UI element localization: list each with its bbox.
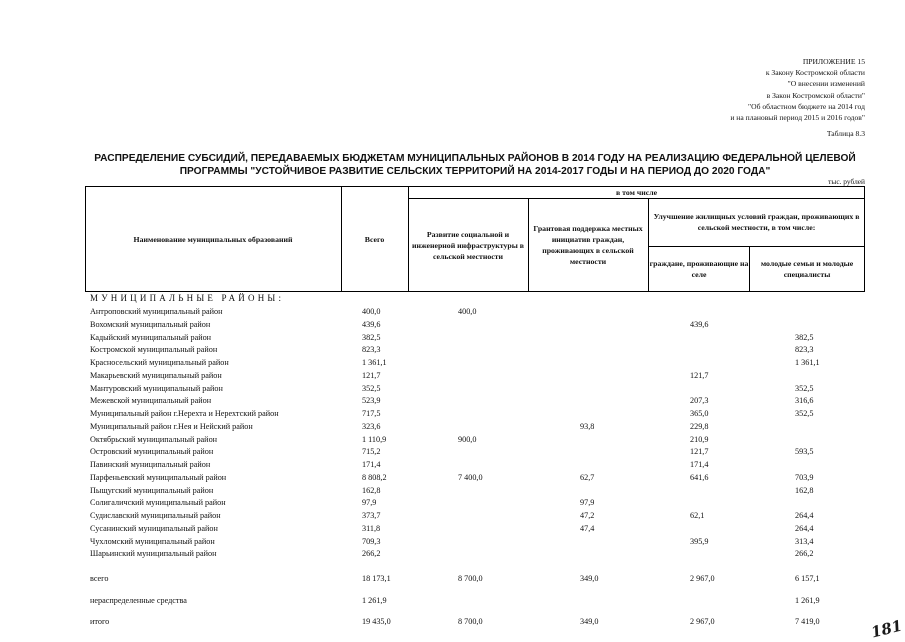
table-row [0, 371, 905, 384]
table-row [0, 435, 905, 448]
row-total: 382,5 [362, 332, 381, 342]
appendix-line: в Закон Костромской области" [766, 90, 865, 100]
row-total: 311,8 [362, 523, 381, 533]
table-row [0, 524, 905, 537]
row-name: Костромской муниципальный район [90, 345, 218, 355]
row-youth: 352,5 [795, 409, 814, 418]
row-total: 1 361,1 [362, 358, 387, 367]
row-name: Антроповский муниципальный район [90, 307, 223, 316]
header-divider [528, 198, 529, 292]
header-youth: молодые семьи и молодые специалисты [760, 259, 854, 279]
row-citizens: 2 967,0 [690, 617, 715, 626]
table-row [0, 447, 905, 460]
table-row [0, 333, 905, 346]
table-row [0, 498, 905, 511]
appendix-note [730, 56, 865, 123]
row-name: Павинский муниципальный район [90, 460, 211, 469]
units-label: тыс. рублей [828, 177, 865, 186]
row-name: Муниципальный район г.Нерехта и Нерехтский район [90, 409, 279, 418]
row-youth: 593,5 [795, 447, 814, 457]
row-total: 19 435,0 [362, 617, 391, 626]
row-name: Вохомский муниципальный район [90, 319, 211, 329]
row-name: Октябрьский муниципальный район [90, 434, 218, 444]
row-name: всего [90, 574, 109, 583]
row-social: 900,0 [458, 434, 477, 444]
appendix-line: ПРИЛОЖЕНИЕ 15 [802, 57, 865, 66]
table-row [0, 549, 905, 562]
row-youth: 316,6 [795, 396, 814, 406]
header-housing: Улучшение жилищных условий граждан, проживающих в сельской местности, в том числе: [653, 212, 860, 232]
row-total: 439,6 [362, 319, 381, 329]
header-divider [408, 186, 409, 292]
appendix-line: "Об областном бюджете на 2014 год [748, 101, 865, 111]
row-total: 323,6 [362, 421, 381, 431]
row-name: Межевской муниципальный район [90, 396, 212, 406]
row-citizens: 2 967,0 [690, 574, 715, 583]
table-header [85, 186, 865, 292]
table-row [0, 473, 905, 486]
row-youth: 823,3 [795, 345, 814, 355]
row-citizens: 641,6 [690, 472, 709, 482]
row-youth: 266,2 [795, 549, 814, 559]
table-row [0, 617, 905, 630]
row-total: 266,2 [362, 549, 381, 559]
table-row [0, 409, 905, 422]
row-citizens: 365,0 [690, 409, 709, 418]
table-row [0, 574, 905, 587]
row-total: 18 173,1 [362, 574, 391, 583]
row-citizens: 121,7 [690, 370, 709, 380]
row-name: Судиславский муниципальный район [90, 511, 221, 520]
row-name: Кадыйский муниципальный район [90, 332, 212, 342]
row-social: 8 700,0 [458, 617, 483, 626]
row-grant: 349,0 [580, 574, 599, 583]
row-total: 162,8 [362, 485, 381, 495]
row-citizens: 210,9 [690, 434, 709, 444]
appendix-line: к Закону Костромской области [765, 68, 865, 78]
document-title [60, 152, 890, 178]
row-citizens: 121,7 [690, 447, 709, 457]
header-including: в том числе [615, 187, 658, 197]
section-title: МУНИЦИПАЛЬНЫЕ РАЙОНЫ: [90, 293, 285, 303]
header-citizens: граждане, проживающие на селе [649, 259, 749, 279]
row-name: Мантуровский муниципальный район [90, 383, 223, 393]
row-name: Островский муниципальный район [90, 447, 214, 457]
row-name: Шарьинский муниципальный район [90, 549, 217, 559]
row-youth: 162,8 [795, 485, 814, 495]
header-grant: Грантовая поддержка местных инициатив граждан, проживающих в сельской местности [533, 224, 643, 266]
row-grant: 62,7 [580, 472, 595, 482]
row-citizens: 207,3 [690, 396, 709, 406]
row-social: 8 700,0 [458, 574, 483, 583]
row-youth: 264,4 [795, 523, 814, 533]
row-total: 171,4 [362, 460, 381, 469]
header-social: Развитие социальной и инженерной инфраструктуры в сельской местности [412, 229, 524, 261]
row-total: 823,3 [362, 345, 381, 355]
table-row [0, 320, 905, 333]
row-youth: 1 361,1 [795, 358, 820, 367]
table-row [0, 384, 905, 397]
header-name: Наименование муниципальных образований [133, 234, 293, 244]
title-line-2: ПРОГРАММЫ "УСТОЙЧИВОЕ РАЗВИТИЕ СЕЛЬСКИХ ТЕРРИТОРИЙ НА 2014-2017 ГОДЫ И НА ПЕРИОД ДО 2020 ГОДА" [179, 166, 771, 177]
row-youth: 7 419,0 [795, 617, 820, 626]
row-name: Чухломский муниципальный район [90, 536, 215, 546]
row-youth: 6 157,1 [795, 574, 820, 583]
row-total: 523,9 [362, 396, 381, 406]
row-total: 97,9 [362, 498, 377, 508]
row-youth: 264,4 [795, 511, 814, 520]
row-total: 373,7 [362, 511, 381, 520]
row-citizens: 171,4 [690, 460, 709, 469]
title-line-1: РАСПРЕДЕЛЕНИЕ СУБСИДИЙ, ПЕРЕДАВАЕМЫХ БЮДЖЕТАМ МУНИЦИПАЛЬНЫХ РАЙОНОВ В 2014 ГОДУ НА РЕАЛИЗАЦИЮ ФЕДЕРАЛЬНОЙ ЦЕЛЕВОЙ [94, 153, 856, 164]
row-name: Макарьевский муниципальный район [90, 370, 222, 380]
row-grant: 47,2 [580, 511, 595, 520]
row-youth: 703,9 [795, 472, 814, 482]
row-grant: 47,4 [580, 523, 595, 533]
table-row [0, 460, 905, 473]
row-citizens: 229,8 [690, 421, 709, 431]
row-total: 1 261,9 [362, 596, 387, 605]
table-row [0, 422, 905, 435]
table-row [0, 358, 905, 371]
row-total: 709,3 [362, 536, 381, 546]
row-name: Красносельский муниципальный район [90, 358, 229, 367]
row-youth: 313,4 [795, 536, 814, 546]
table-row [0, 345, 905, 358]
table-row [0, 486, 905, 499]
row-grant: 349,0 [580, 617, 599, 626]
row-youth: 352,5 [795, 383, 814, 393]
page-number-handwritten: 181 [868, 616, 904, 642]
table-row [0, 396, 905, 409]
row-total: 8 808,2 [362, 472, 387, 482]
row-name: итого [90, 617, 110, 626]
row-name: Пыщугский муниципальный район [90, 485, 214, 495]
row-citizens: 439,6 [690, 319, 709, 329]
row-total: 400,0 [362, 307, 381, 316]
table-row [0, 511, 905, 524]
appendix-line: "О внесении изменений [787, 79, 865, 89]
row-social: 400,0 [458, 307, 477, 316]
row-youth: 1 261,9 [795, 596, 820, 605]
table-row [0, 596, 905, 609]
table-row [0, 537, 905, 550]
row-grant: 97,9 [580, 498, 595, 508]
row-name: Парфеньевский муниципальный район [90, 472, 227, 482]
row-total: 121,7 [362, 370, 381, 380]
row-name: Сусанинский муниципальный район [90, 523, 218, 533]
row-name: Солигаличский муниципальный район [90, 498, 226, 508]
row-total: 1 110,9 [362, 434, 387, 444]
row-social: 7 400,0 [458, 472, 483, 482]
row-total: 715,2 [362, 447, 381, 457]
row-citizens: 62,1 [690, 511, 705, 520]
row-total: 717,5 [362, 409, 381, 418]
row-youth: 382,5 [795, 332, 814, 342]
row-grant: 93,8 [580, 421, 595, 431]
table-number: Таблица 8.3 [826, 129, 865, 138]
row-name: нераспределенные средства [90, 596, 187, 605]
header-border-right [864, 186, 865, 292]
appendix-line: и на плановый период 2015 и 2016 годов" [730, 113, 865, 123]
table-row [0, 307, 905, 320]
row-total: 352,5 [362, 383, 381, 393]
header-total: Всего [364, 234, 385, 244]
row-citizens: 395,9 [690, 536, 709, 546]
row-name: Муниципальный район г.Нея и Нейский район [90, 421, 253, 431]
